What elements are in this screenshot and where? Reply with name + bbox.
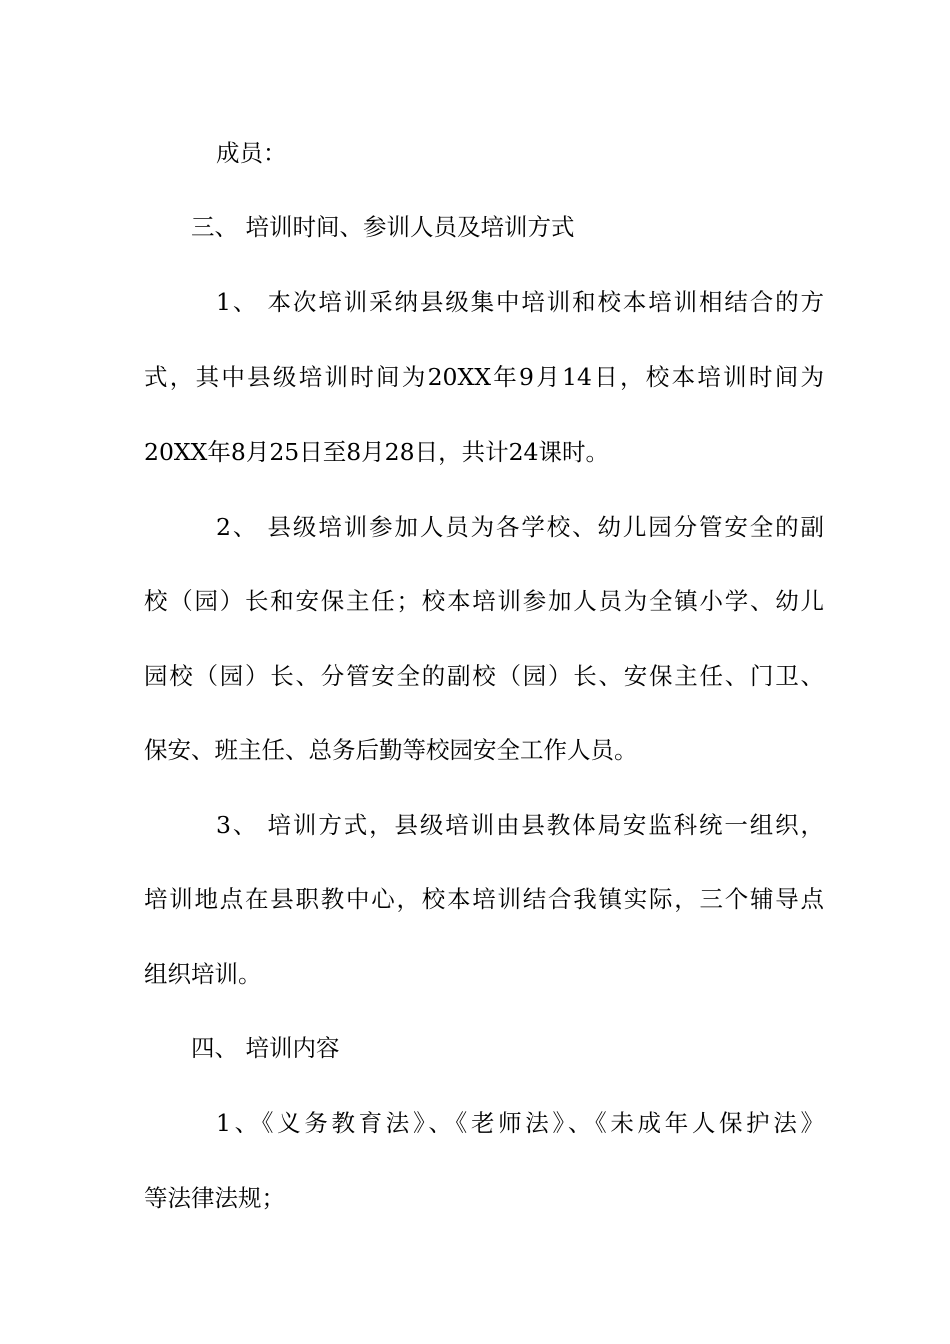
paragraph-line: 3、 培训方式，县级培训由县教体局安监科统一组织，: [216, 811, 824, 839]
paragraph-line: 组织培训。: [144, 960, 262, 988]
paragraph-line: 培训地点在县职教中心，校本培训结合我镇实际，三个辅导点: [144, 885, 824, 913]
text-line-members: 成员：: [216, 139, 287, 167]
section-heading-4: 四、 培训内容: [191, 1034, 340, 1062]
paragraph-line: 2、 县级培训参加人员为各学校、幼儿园分管安全的副: [216, 513, 824, 541]
paragraph-line: 保安、班主任、总务后勤等校园安全工作人员。: [144, 736, 638, 764]
paragraph-line: 1、 本次培训采纳县级集中培训和校本培训相结合的方: [216, 288, 824, 316]
paragraph-line: 等法律法规；: [144, 1184, 285, 1212]
paragraph-line: 20XX年8月25日至8月28日，共计24课时。: [144, 438, 609, 466]
paragraph-line: 1、《义务教育法》、《老师法》、《未成年人保护法》: [216, 1109, 824, 1137]
paragraph-line: 校（园）长和安保主任；校本培训参加人员为全镇小学、幼儿: [144, 587, 824, 615]
paragraph-line: 园校（园）长、分管安全的副校（园）长、安保主任、门卫、: [144, 662, 824, 690]
section-heading-3: 三、 培训时间、参训人员及培训方式: [191, 213, 575, 241]
paragraph-line: 式，其中县级培训时间为20XX年9月14日，校本培训时间为: [144, 363, 824, 391]
